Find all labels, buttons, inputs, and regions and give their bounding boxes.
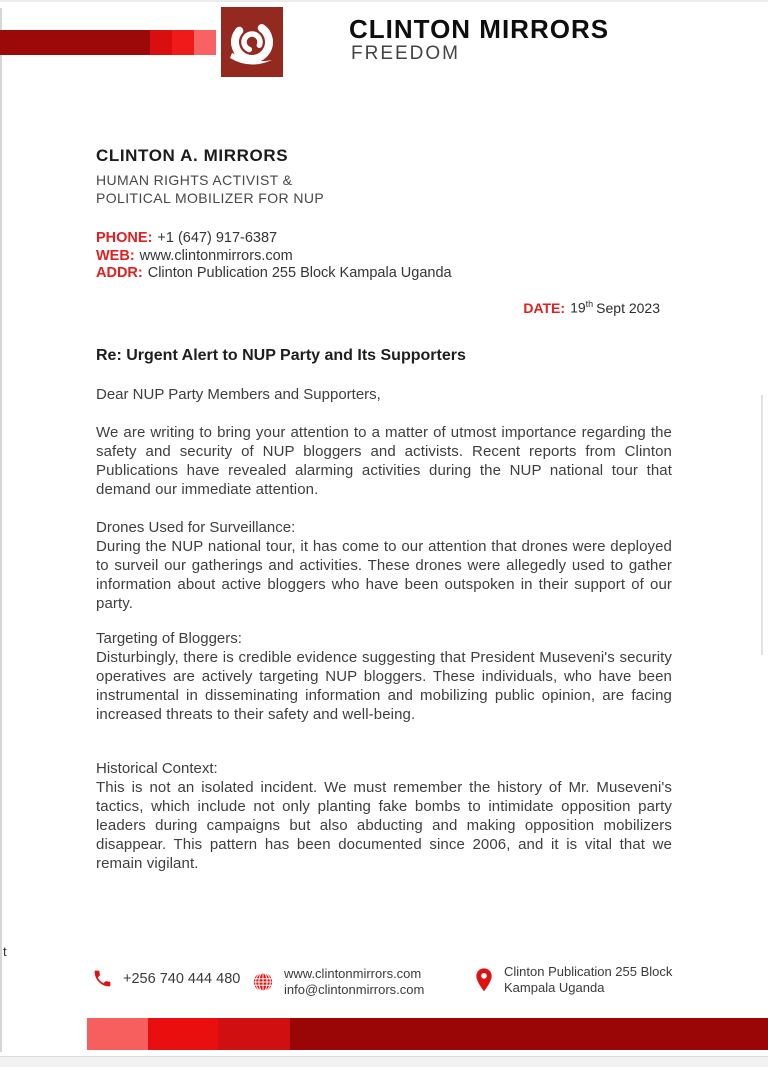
brand-tagline: FREEDOM — [351, 43, 460, 64]
letter-subject: Re: Urgent Alert to NUP Party and Its Supporters — [96, 347, 466, 364]
footer-web-url: www.clintonmirrors.com — [284, 966, 422, 981]
page-top-edge — [0, 0, 768, 2]
web-label: WEB: — [96, 247, 135, 264]
footer-address-line1: Clinton Publication 255 Block — [504, 964, 673, 979]
phone-value: +1 (647) 917-6387 — [157, 230, 278, 246]
date-day: 19 — [570, 299, 586, 316]
globe-icon — [252, 971, 274, 993]
section-body: Disturbingly, there is credible evidence suggesting that President Museveni's security operatives are actively targeting NUP bloggers. These individuals, who have been instrumental in disseminating information and mobilizing public opinion, are facing increased threats to their safety and well-being. — [96, 649, 672, 723]
date-rest: Sept 2023 — [596, 299, 660, 316]
section-heading: Drones Used for Surveillance: — [96, 519, 296, 536]
contact-phone-line — [96, 230, 452, 248]
section-heading: Historical Context: — [96, 760, 218, 777]
contact-addr-line — [96, 265, 452, 283]
page-bottom-edge — [0, 1056, 768, 1067]
date-ordinal-suffix: th — [585, 299, 594, 309]
sender-block — [96, 146, 324, 207]
section-heading: Targeting of Bloggers: — [96, 630, 242, 647]
footer-address — [504, 964, 672, 995]
header-red-stripe — [0, 30, 216, 55]
swirl-logo-icon — [221, 7, 283, 77]
footer-email: info@clintonmirrors.com — [284, 981, 425, 997]
sender-role-line1: HUMAN RIGHTS ACTIVIST & — [96, 172, 293, 188]
brand-title: CLINTON MIRRORS — [349, 14, 610, 44]
footer-web-item — [252, 966, 424, 997]
footer-phone-item — [92, 968, 240, 989]
date-label: DATE: — [523, 299, 566, 316]
phone-icon — [92, 968, 113, 989]
page-left-edge — [0, 8, 2, 1052]
footer-address-line2: Kampala Uganda — [504, 979, 605, 995]
letter-salutation: Dear NUP Party Members and Supporters, — [96, 386, 381, 403]
phone-label: PHONE: — [96, 230, 153, 246]
footer-web-email — [284, 966, 424, 997]
date-row — [96, 299, 672, 316]
brand-logo — [221, 7, 283, 77]
contact-block — [96, 230, 452, 283]
addr-value: Clinton Publication 255 Block Kampala Uganda — [147, 265, 452, 281]
addr-label: ADDR: — [96, 265, 143, 281]
footer-address-item — [474, 964, 672, 995]
footer-red-stripe — [87, 1018, 768, 1050]
letter-section-history — [96, 759, 672, 873]
location-pin-icon — [474, 967, 494, 993]
sender-name: CLINTON A. MIRRORS — [96, 146, 289, 165]
sender-role-line2: POLITICAL MOBILIZER FOR NUP — [96, 190, 325, 206]
contact-web-line — [96, 248, 452, 266]
footer-phone-number: +256 740 444 480 — [123, 970, 241, 987]
stray-edge-text: t — [3, 944, 7, 959]
letter-section-drones — [96, 518, 672, 613]
section-body: During the NUP national tour, it has come to our attention that drones were deployed to surveil our gatherings and activities. These drones were allegedly used to gather information about active bloggers who have been outspoken in their support of our party. — [96, 538, 672, 612]
letter-intro-paragraph: We are writing to bring your attention to a matter of utmost importance regarding the safety and security of NUP bloggers and activists. Recent reports from Clinton Publications have revealed alarming activities during the NUP national tour that demand our immediate attention. — [96, 424, 672, 498]
letter-section-targeting — [96, 629, 672, 724]
web-value: www.clintonmirrors.com — [139, 247, 293, 264]
page-right-edge — [761, 395, 763, 655]
section-body: This is not an isolated incident. We must remember the history of Mr. Museveni's tactics, which include not only planting fake bombs to intimidate opposition party leaders during campaigns but also abducting and making opposition mobilizers disappear. This pattern has been documented since 2006, and it is vital that we remain vigilant. — [96, 779, 672, 872]
